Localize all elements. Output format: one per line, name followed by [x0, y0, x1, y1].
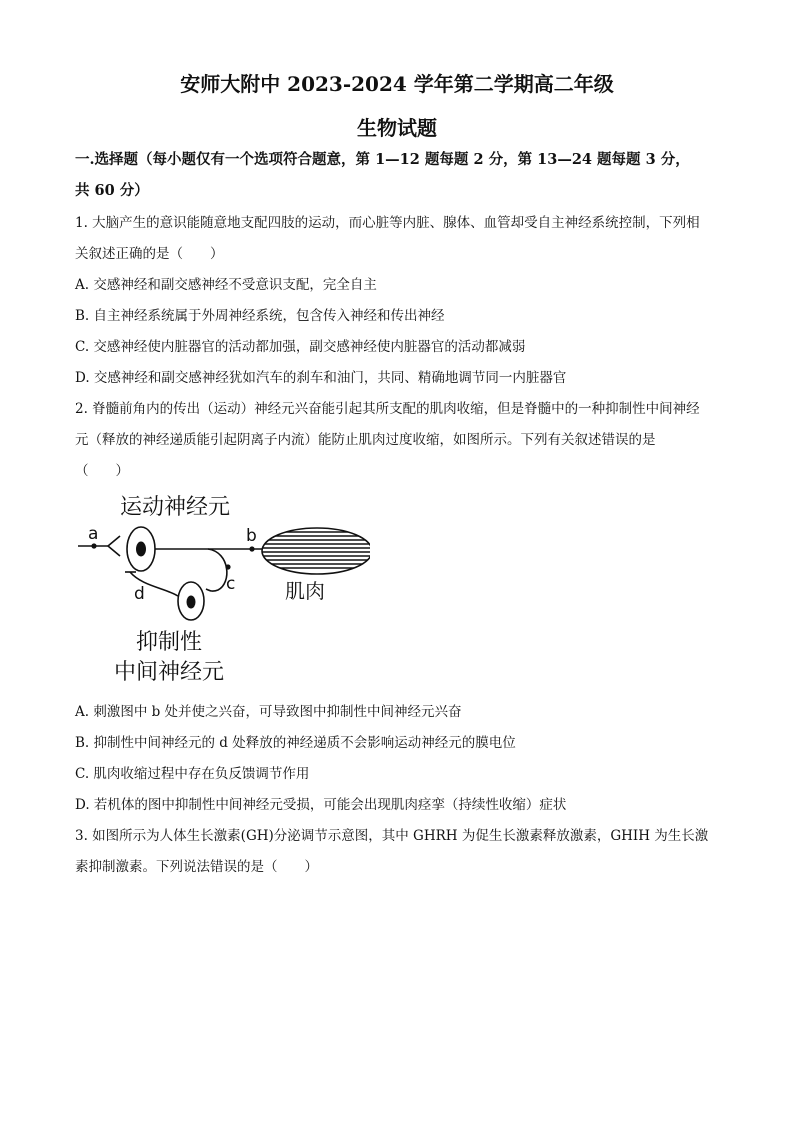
collateral-branch: [206, 549, 227, 591]
page-subtitle: 生物试题: [357, 116, 437, 140]
motor-neuron-label: 运动神经元: [120, 495, 231, 520]
interneuron-label-line2: 中间神经元: [114, 660, 225, 685]
q1-option-b: B. 自主神经系统属于外周神经系统，包含传入神经和传出神经: [75, 308, 445, 324]
q1-option-a: A. 交感神经和副交感神经不受意识支配，完全自主: [75, 277, 377, 293]
label-d: d: [134, 584, 145, 604]
synapse-ending: [108, 536, 120, 556]
neuron-diagram: [70, 488, 370, 688]
label-a: a: [88, 524, 99, 544]
q3-stem-line2: 素抑制激素。下列说法错误的是（ ）: [75, 859, 318, 875]
page-title: 安师大附中 2023-2024 学年第二学期高二年级: [180, 72, 614, 96]
q2-option-c: C. 肌肉收缩过程中存在负反馈调节作用: [75, 766, 310, 782]
point-c-dot: [225, 564, 230, 569]
q1-option-d: D. 交感神经和副交感神经犹如汽车的刹车和油门，共同、精确地调节同一内脏器官: [75, 370, 567, 386]
q1-option-c: C. 交感神经使内脏器官的活动都加强，副交感神经使内脏器官的活动都减弱: [75, 339, 526, 355]
muscle-label: 肌肉: [285, 579, 325, 603]
q1-stem-line2: 关叙述正确的是（ ）: [75, 246, 224, 262]
point-b-dot: [249, 546, 254, 551]
q1-stem-line1: 1. 大脑产生的意识能随意地支配四肢的运动，而心脏等内脏、腺体、血管却受自主神经系统控制，下列相: [75, 215, 700, 231]
q2-option-a: A. 刺激图中 b 处并使之兴奋，可导致图中抑制性中间神经元兴奋: [75, 704, 462, 720]
q2-stem-line1: 2. 脊髓前角内的传出（运动）神经元兴奋能引起其所支配的肌肉收缩，但是脊髓中的一种抑制性中间神经: [75, 401, 700, 417]
section-heading-line2: 共 60 分）: [75, 182, 149, 199]
q2-option-d: D. 若机体的图中抑制性中间神经元受损，可能会出现肌肉痉挛（持续性收缩）症状: [75, 797, 567, 813]
q2-stem-line3: （ ）: [75, 463, 129, 479]
q3-stem-line1: 3. 如图所示为人体生长激素(GH)分泌调节示意图，其中 GHRH 为促生长激素释放激素，GHIH 为生长激: [75, 828, 709, 844]
label-b: b: [246, 526, 257, 546]
q2-option-b: B. 抑制性中间神经元的 d 处释放的神经递质不会影响运动神经元的膜电位: [75, 735, 516, 751]
label-c: c: [226, 574, 236, 594]
interneuron-soma: [178, 582, 204, 620]
point-a-dot: [91, 543, 96, 548]
motor-neuron-soma: [127, 527, 155, 571]
q2-stem-line2: 元（释放的神经递质能引起阴离子内流）能防止肌肉过度收缩，如图所示。下列有关叙述错误的是: [75, 432, 656, 448]
muscle: [255, 528, 370, 574]
interneuron-label-line1: 抑制性: [136, 630, 203, 655]
section-heading-line1: 一.选择题（每小题仅有一个选项符合题意，第 1—12 题每题 2 分，第 13—24 题每题 3 分，: [75, 151, 690, 168]
